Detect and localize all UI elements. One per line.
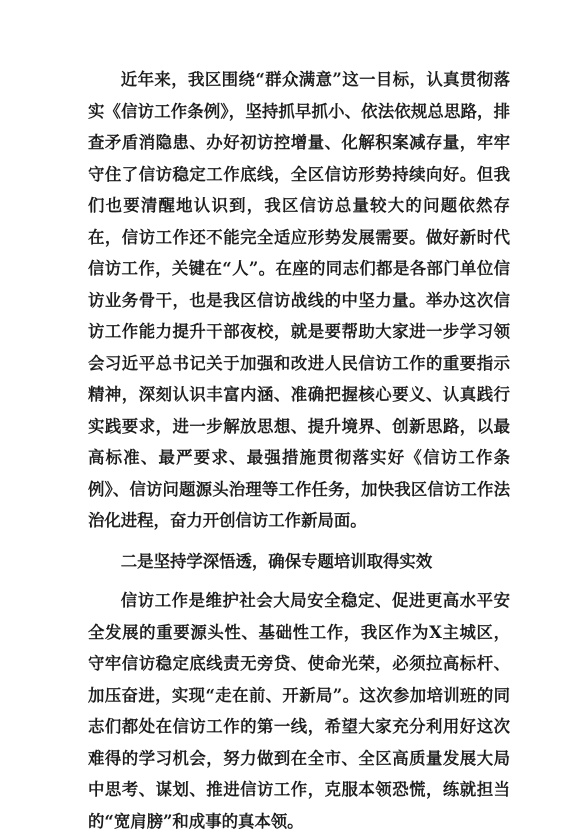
section-heading: 二是坚持学深悟透，确保专题培训取得实效: [120, 551, 433, 571]
document-body: [88, 64, 510, 837]
body-paragraph-1: 近年来，我区围绕“群众满意”这一目标，认真贯彻落实《信访工作条例》，坚持抓早抓小、依法依规总思路，排查矛盾消隐患、办好初访控增量、化解积案减存量，牢牢守住了信访稳定工作底线，全区信访形势持续向好。但我们也要清醒地认识到，我区信访总量较大的问题依然存在，信访工作还不能完全适应形势发展需要。做好新时代信访工作，关键在“人”。在座的同志们都是各部门单位信访业务骨干，也是我区信访战线的中坚力量。举办这次信访工作能力提升干部夜校，就是要帮助大家进一步学习领会习近平总书记关于加强和改进人民信访工作的重要指示精神，深刻认识丰富内涵、准确把握核心要义、认真践行实践要求，进一步解放思想、提升境界、创新思路，以最高标准、最严要求、最强措施贯彻落实好《信访工作条例》、信访问题源头治理等工作任务，加快我区信访工作法治化进程，奋力开创信访工作新局面。: [88, 70, 510, 530]
body-paragraph-2: 信访工作是维护社会大局安全稳定、促进更高水平安全发展的重要源头性、基础性工作，我区作为X主城区，守牢信访稳定底线责无旁贷、使命光荣，必须拉高标杆、加压奋进，实现“走在前、开新局”。这次参加培训班的同志们都处在信访工作的第一线，希望大家充分利用好这次难得的学习机会，努力做到在全市、全区高质量发展大局中思考、谋划、推进信访工作，克服本领恐慌，练就担当的“宽肩膀”和成事的真本领。: [88, 591, 510, 831]
